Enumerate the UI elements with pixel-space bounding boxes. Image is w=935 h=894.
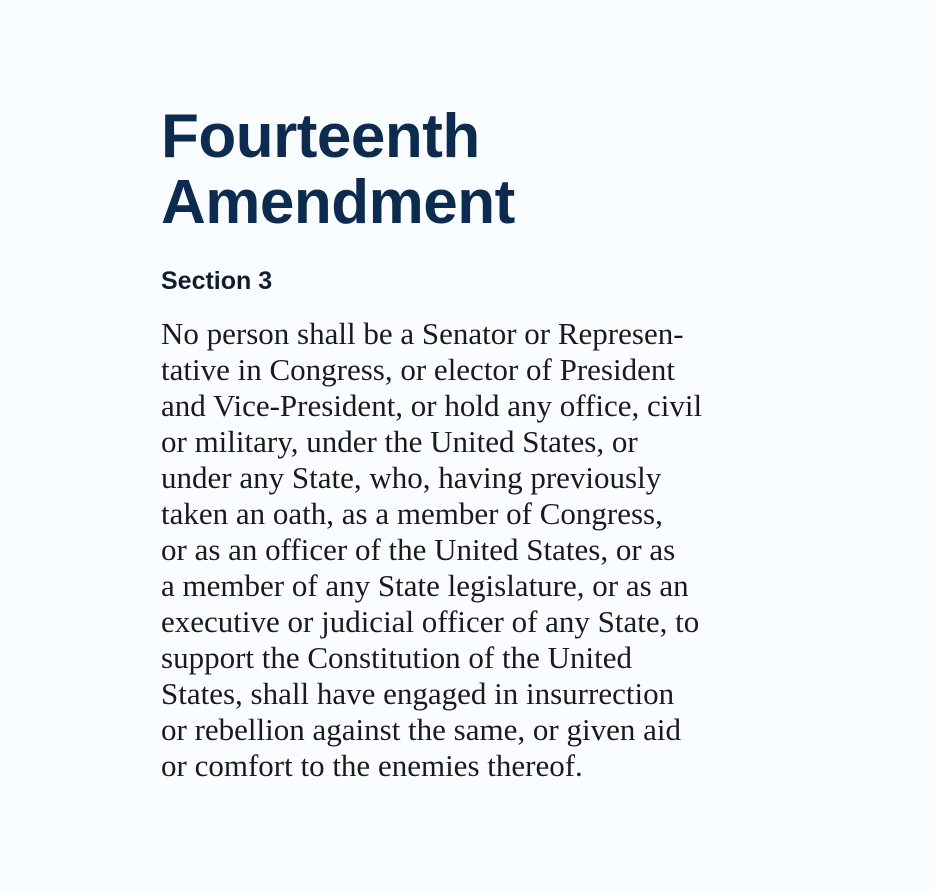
body-line: and Vice-President, or hold any office, civil [161, 388, 703, 423]
body-line: executive or judicial officer of any State, to [161, 604, 700, 639]
body-line: support the Constitution of the United [161, 640, 632, 675]
body-line: under any State, who, having previously [161, 460, 662, 495]
title-line: Amendment [161, 168, 515, 237]
body-line: or military, under the United States, or [161, 424, 638, 459]
body-line: or as an officer of the United States, or as [161, 532, 676, 567]
section-body [161, 316, 861, 784]
body-line: States, shall have engaged in insurrection [161, 676, 675, 711]
title-line: Fourteenth [161, 102, 480, 171]
body-line: or rebellion against the same, or given aid [161, 712, 681, 747]
body-line: or comfort to the enemies thereof. [161, 748, 583, 783]
body-line: tative in Congress, or elector of President [161, 352, 675, 387]
document-content [161, 104, 861, 784]
section-heading: Section 3 [161, 267, 273, 295]
body-line: taken an oath, as a member of Congress, [161, 496, 663, 531]
body-line: a member of any State legislature, or as an [161, 568, 689, 603]
body-line: No person shall be a Senator or Represen- [161, 316, 684, 351]
document-title [161, 104, 861, 236]
